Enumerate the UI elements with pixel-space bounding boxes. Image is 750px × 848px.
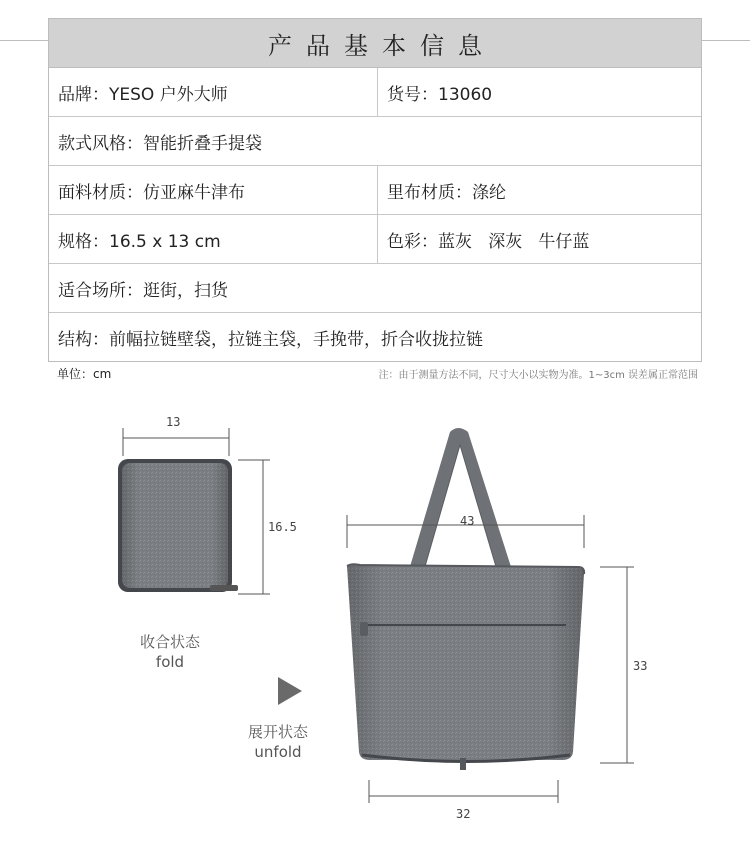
item-number-cell: 货号：13060 <box>387 84 493 105</box>
tote-bottom-width-line <box>369 780 558 803</box>
tote-handles <box>409 428 512 570</box>
arrow-icon <box>278 677 302 705</box>
folded-height-line <box>238 460 270 594</box>
table-title: 产品基本信息 <box>49 19 701 68</box>
folded-width-line <box>123 428 229 456</box>
fold-caption <box>118 632 222 672</box>
structure-cell: 结构：前幅拉链壁袋，拉链主袋，手挽带，折合收拢拉链 <box>58 329 483 350</box>
tote-top-width-label: 43 <box>460 514 475 528</box>
unfold-caption-en: unfold <box>254 743 302 761</box>
occasion-cell: 适合场所：逛街，扫货 <box>58 280 228 301</box>
color-cell: 色彩：蓝灰 深灰 牛仔蓝 <box>387 231 590 252</box>
unit-label: 单位：cm <box>57 367 112 381</box>
style-cell: 款式风格：智能折叠手提袋 <box>58 133 262 154</box>
tote-bottom-width-label: 32 <box>456 807 471 821</box>
fold-caption-cn: 收合状态 <box>139 633 200 651</box>
folded-width-label: 13 <box>166 415 181 429</box>
unfold-caption <box>226 722 330 762</box>
size-cell: 规格：16.5 x 13 cm <box>49 215 378 263</box>
folded-height-label: 16.5 <box>268 520 297 534</box>
tote-height-line <box>600 567 634 763</box>
tote-height-label: 33 <box>633 659 648 673</box>
unfold-caption-cn: 展开状态 <box>247 723 308 741</box>
folded-pouch <box>118 459 238 592</box>
tote-body <box>347 564 584 770</box>
fold-caption-en: fold <box>155 653 185 671</box>
brand-cell: 品牌：YESO 户外大师 <box>49 68 378 116</box>
lining-cell: 里布材质：涤纶 <box>387 182 506 203</box>
fabric-cell: 面料材质：仿亚麻牛津布 <box>49 166 378 214</box>
measurement-note: 注：由于测量方法不同，尺寸大小以实物为准。1~3cm 误差属正常范围 <box>378 370 698 381</box>
